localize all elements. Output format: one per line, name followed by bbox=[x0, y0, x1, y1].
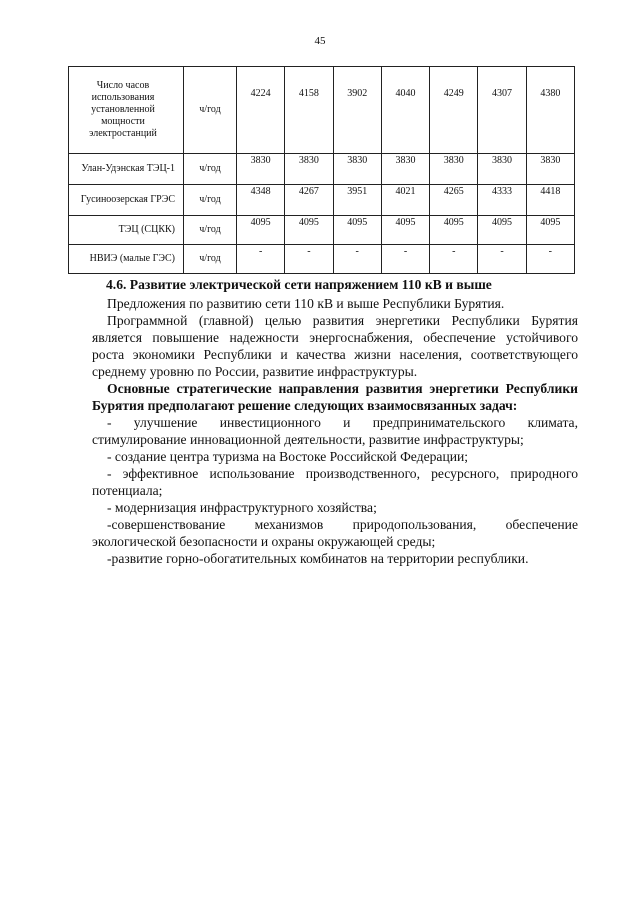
row-name: Улан-Удэнская ТЭЦ-1 bbox=[69, 154, 184, 185]
table-cell: 3951 bbox=[333, 185, 381, 216]
table-cell: - bbox=[381, 245, 429, 274]
table-cell: 3830 bbox=[478, 154, 526, 185]
task-item: - создание центра туризма на Востоке Российской Федерации; bbox=[107, 449, 469, 464]
row-name: Число часов использования установленной мощности электростанций bbox=[69, 67, 184, 154]
table-cell: 4095 bbox=[237, 216, 285, 245]
row-unit: ч/год bbox=[184, 216, 237, 245]
task-item: - модернизация инфраструктурного хозяйства; bbox=[107, 500, 377, 515]
intro-paragraph: Предложения по развитию сети 110 кВ и выше Республики Бурятия. bbox=[107, 296, 505, 311]
tasks-lead-paragraph: Основные стратегические направления развития энергетики Республики Бурятия предполагают решение следующих взаимосвязанных задач: bbox=[92, 381, 578, 413]
goal-paragraph: Программной (главной) целью развития энергетики Республики Бурятия является повышение надежности энергоснабжения, обеспечение устойчивого роста экономики Республики и качества жизни населения, соответствующего среднему уровню по России, развитие инфраструктуры. bbox=[92, 313, 578, 379]
table-cell: 4418 bbox=[526, 185, 574, 216]
table-cell: 4265 bbox=[430, 185, 478, 216]
table-cell: - bbox=[237, 245, 285, 274]
table-cell: 4095 bbox=[430, 216, 478, 245]
table-cell: 4267 bbox=[285, 185, 333, 216]
row-unit: ч/год bbox=[184, 185, 237, 216]
table-cell: - bbox=[333, 245, 381, 274]
table-row bbox=[69, 216, 575, 245]
row-unit: ч/год bbox=[184, 154, 237, 185]
table-cell: 4040 bbox=[381, 67, 429, 154]
table-cell: 3830 bbox=[285, 154, 333, 185]
table-cell: 4158 bbox=[285, 67, 333, 154]
table-cell: 4333 bbox=[478, 185, 526, 216]
table-row bbox=[69, 245, 575, 274]
section-body bbox=[92, 295, 578, 567]
table-cell: 3830 bbox=[430, 154, 478, 185]
table-cell: - bbox=[526, 245, 574, 274]
table-cell: 4348 bbox=[237, 185, 285, 216]
table-cell: 3902 bbox=[333, 67, 381, 154]
table-row bbox=[69, 185, 575, 216]
table-cell: 4095 bbox=[333, 216, 381, 245]
row-unit: ч/год bbox=[184, 245, 237, 274]
row-name: НВИЭ (малые ГЭС) bbox=[69, 245, 184, 274]
table-row bbox=[69, 154, 575, 185]
task-item: -развитие горно-обогатительных комбинатов на территории республики. bbox=[107, 551, 529, 566]
table-cell: 4380 bbox=[526, 67, 574, 154]
task-item: -совершенствование механизмов природопользования, обеспечение экологической безопасности и охраны окружающей среды; bbox=[92, 517, 578, 549]
task-item: - улучшение инвестиционного и предпринимательского климата, стимулирование инновационной деятельности, развитие инфраструктуры; bbox=[92, 415, 578, 447]
table-cell: 4095 bbox=[381, 216, 429, 245]
table-cell: 3830 bbox=[237, 154, 285, 185]
table-cell: - bbox=[285, 245, 333, 274]
table-cell: 4307 bbox=[478, 67, 526, 154]
table-cell: 4095 bbox=[526, 216, 574, 245]
table-cell: 4021 bbox=[381, 185, 429, 216]
page-number: 45 bbox=[314, 35, 326, 47]
table-cell: - bbox=[478, 245, 526, 274]
table-cell: 3830 bbox=[381, 154, 429, 185]
power-plants-hours-table bbox=[68, 66, 575, 274]
table-cell: 4249 bbox=[430, 67, 478, 154]
table-cell: 4095 bbox=[285, 216, 333, 245]
row-unit: ч/год bbox=[184, 67, 237, 154]
table-cell: 4095 bbox=[478, 216, 526, 245]
table-row bbox=[69, 67, 575, 154]
task-item: - эффективное использование производственного, ресурсного, природного потенциала; bbox=[92, 466, 578, 498]
table-cell: - bbox=[430, 245, 478, 274]
section-heading: 4.6. Развитие электрической сети напряжением 110 кВ и выше bbox=[106, 277, 492, 292]
table-cell: 3830 bbox=[333, 154, 381, 185]
table-cell: 3830 bbox=[526, 154, 574, 185]
row-name: ТЭЦ (СЦКК) bbox=[69, 216, 184, 245]
row-name: Гусиноозерская ГРЭС bbox=[69, 185, 184, 216]
table-cell: 4224 bbox=[237, 67, 285, 154]
